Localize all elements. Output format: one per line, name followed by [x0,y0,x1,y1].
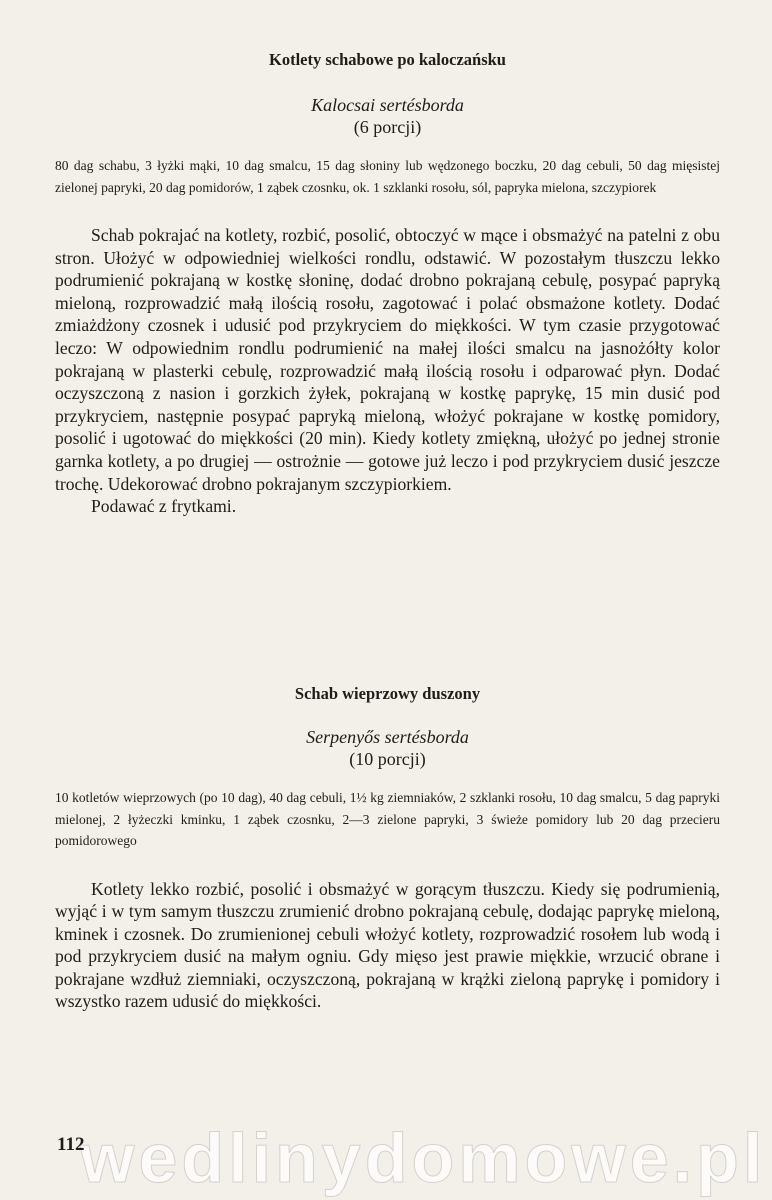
recipe-kotlety-schabowe [55,48,720,518]
watermark: wedlinydomowe.pl [80,1119,767,1197]
ingredients-list: 10 kotletów wieprzowych (po 10 dag), 40 dag cebuli, 1½ kg ziemniaków, 2 szklanki rosołu, 10 dag smalcu, 5 dag papryki mielonej, 2 łyżeczki kminku, 1 ząbek czosnku, 2—3 zielone papryki, 3 świeże pomidory lub 20 dag przecieru pomidorowego [55,790,720,848]
ingredients-list: 80 dag schabu, 3 łyżki mąki, 10 dag smalcu, 15 dag słoniny lub wędzonego boczku, 20 dag cebuli, 50 dag mięsistej zielonej papryki, 20 dag pomidorów, 1 ząbek czosnku, ok. 1 szklanki rosołu, sól, papryka mielona, szczypiorek [55,158,720,195]
recipe-title: Schab wieprzowy duszony [294,684,481,703]
recipe-hungarian-name: Kalocsai sertésborda [311,95,464,115]
recipe-instructions: Kotlety lekko rozbić, posolić i obsmażyć w gorącym tłuszczu. Kiedy się podrumienią, wyjąć i w tym samym tłuszczu zrumienić drobno pokrajaną cebulę, dodając paprykę mieloną, kminek i czosnek. Do zrumienionej cebuli włożyć kotlety, rozprowadzić rosołem lub wodą i pod przykryciem dusić na małym ogniu. Gdy mięso jest prawie miękkie, wrzucić obrane i pokrajane wzdłuż ziemniaki, oczyszczoną, pokrajaną w krążki zieloną paprykę i pomidory i wszystko razem udusić do miękkości. [55,878,720,1012]
recipe-title: Kotlety schabowe po kaloczańsku [269,50,506,69]
page-number: 112 [57,1134,85,1155]
recipe-portions: (6 porcji) [353,117,422,137]
recipe-instructions: Schab pokrajać na kotlety, rozbić, posolić, obtoczyć w mące i obsmażyć na patelni z obu stron. Ułożyć w odpowiedniej wielkości rondlu, odstawić. W pozostałym tłuszczu lekko podrumienić pokrajaną w kostkę słoninę, dodać drobno pokrajaną cebulę, posypać papryką mieloną, rozprowadzić małą ilością rosołu, zagotować i polać obsmażone kotlety. Dodać zmiażdżony czosnek i udusić pod przykryciem do miękkości. W tym czasie przygotować leczo: W odpowiednim rondlu podrumienić na małej ilości smalcu na jasnożółty kolor pokrajaną w plasterki cebulę, rozprowadzić małą ilością rosołu i odparować płyn. Dodać oczyszczoną z nasion i gorzkich żyłek, pokrajaną w kostkę paprykę, 15 min dusić pod przykryciem, następnie posypać papryką mieloną, włożyć pokrajane w kostkę pomidory, posolić i ugotować do miękkości (20 min). Kiedy kotlety zmiękną, ułożyć po jednej stronie garnka kotlety, a po drugiej — ostrożnie — gotowe już leczo i pod przykryciem dusić jeszcze trochę. Udekorować drobno pokrajanym szczypiorkiem. [55,225,720,494]
serving-note: Podawać z frytkami. [91,496,237,517]
recipe-schab-duszony [55,682,720,1013]
recipe-portions: (10 porcji) [349,749,426,769]
recipe-hungarian-name: Serpenyős sertésborda [306,727,469,747]
